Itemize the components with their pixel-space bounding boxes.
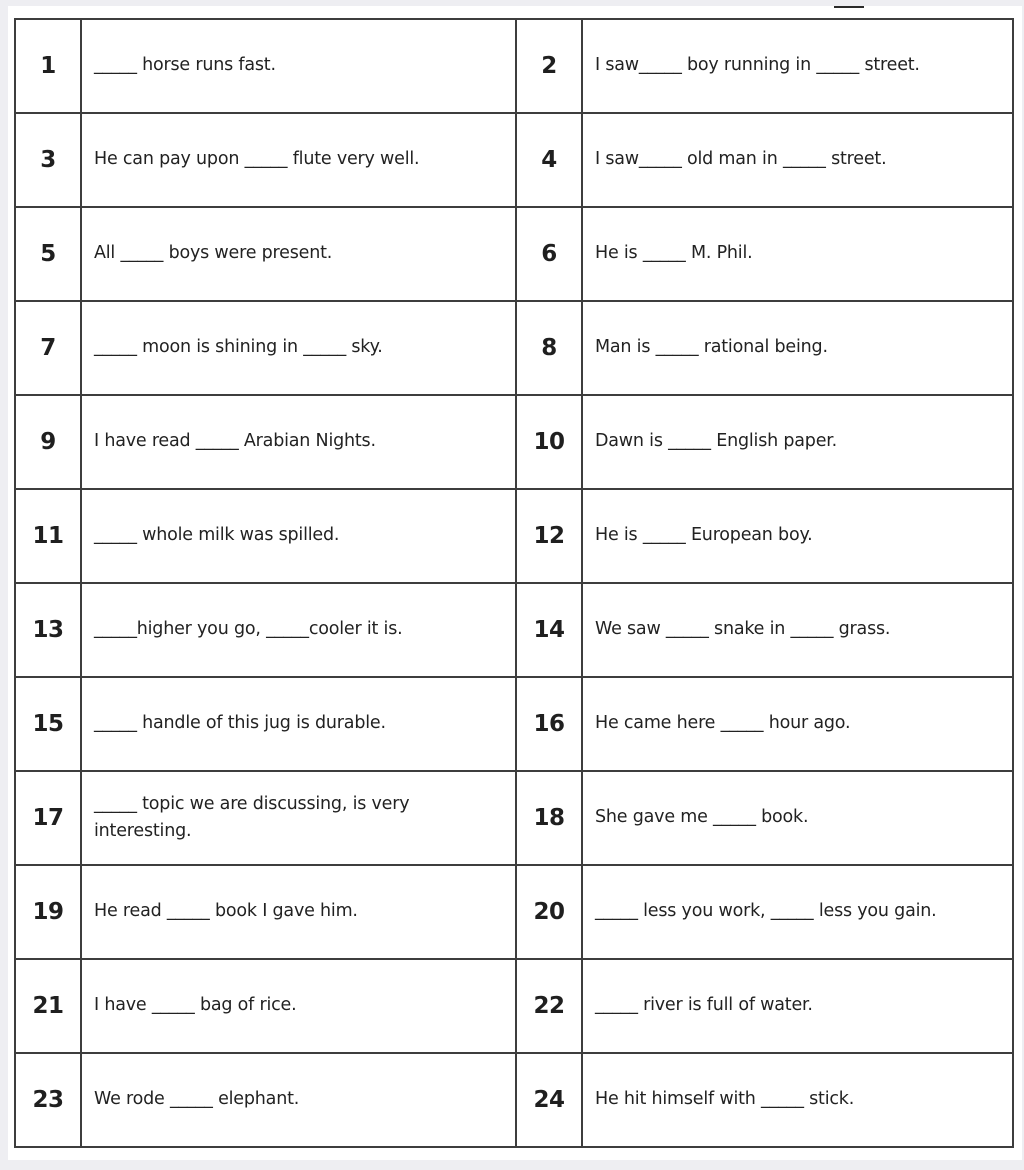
question-number: 5	[15, 207, 81, 301]
table-row	[15, 865, 1013, 959]
question-number: 15	[15, 677, 81, 771]
question-sentence: She gave me _____ book.	[582, 771, 1013, 865]
question-sentence: _____ horse runs fast.	[81, 19, 516, 113]
question-sentence: I saw_____ boy running in _____ street.	[582, 19, 1013, 113]
question-number: 12	[516, 489, 582, 583]
question-sentence: We rode _____ elephant.	[81, 1053, 516, 1147]
table-row	[15, 301, 1013, 395]
question-number: 6	[516, 207, 582, 301]
question-sentence: I have _____ bag of rice.	[81, 959, 516, 1053]
question-sentence: He is _____ European boy.	[582, 489, 1013, 583]
question-sentence: He can pay upon _____ flute very well.	[81, 113, 516, 207]
question-sentence: _____ topic we are discussing, is very interesting.	[81, 771, 516, 865]
question-number: 24	[516, 1053, 582, 1147]
question-number: 10	[516, 395, 582, 489]
question-number: 18	[516, 771, 582, 865]
question-number: 14	[516, 583, 582, 677]
question-sentence: _____higher you go, _____cooler it is.	[81, 583, 516, 677]
question-number: 2	[516, 19, 582, 113]
question-sentence: Dawn is _____ English paper.	[582, 395, 1013, 489]
question-sentence: All _____ boys were present.	[81, 207, 516, 301]
question-number: 11	[15, 489, 81, 583]
question-sentence: I have read _____ Arabian Nights.	[81, 395, 516, 489]
question-sentence: _____ river is full of water.	[582, 959, 1013, 1053]
exercise-table-body	[15, 19, 1013, 1147]
exercise-table	[14, 18, 1014, 1148]
question-sentence: _____ less you work, _____ less you gain.	[582, 865, 1013, 959]
question-number: 3	[15, 113, 81, 207]
question-number: 17	[15, 771, 81, 865]
question-number: 23	[15, 1053, 81, 1147]
question-sentence: He is _____ M. Phil.	[582, 207, 1013, 301]
question-number: 20	[516, 865, 582, 959]
top-edge-mark	[834, 6, 864, 8]
worksheet-page	[8, 6, 1022, 1160]
table-row	[15, 771, 1013, 865]
table-row	[15, 395, 1013, 489]
table-row	[15, 583, 1013, 677]
question-number: 8	[516, 301, 582, 395]
question-number: 21	[15, 959, 81, 1053]
table-row	[15, 959, 1013, 1053]
question-sentence: _____ handle of this jug is durable.	[81, 677, 516, 771]
question-number: 4	[516, 113, 582, 207]
question-number: 19	[15, 865, 81, 959]
question-number: 1	[15, 19, 81, 113]
question-sentence: He read _____ book I gave him.	[81, 865, 516, 959]
table-row	[15, 1053, 1013, 1147]
question-sentence: Man is _____ rational being.	[582, 301, 1013, 395]
question-number: 7	[15, 301, 81, 395]
question-sentence: We saw _____ snake in _____ grass.	[582, 583, 1013, 677]
table-row	[15, 489, 1013, 583]
question-sentence: I saw_____ old man in _____ street.	[582, 113, 1013, 207]
question-number: 9	[15, 395, 81, 489]
table-row	[15, 677, 1013, 771]
table-row	[15, 207, 1013, 301]
question-number: 13	[15, 583, 81, 677]
question-sentence: _____ whole milk was spilled.	[81, 489, 516, 583]
question-sentence: He hit himself with _____ stick.	[582, 1053, 1013, 1147]
question-sentence: _____ moon is shining in _____ sky.	[81, 301, 516, 395]
question-number: 22	[516, 959, 582, 1053]
table-row	[15, 19, 1013, 113]
question-number: 16	[516, 677, 582, 771]
table-row	[15, 113, 1013, 207]
question-sentence: He came here _____ hour ago.	[582, 677, 1013, 771]
